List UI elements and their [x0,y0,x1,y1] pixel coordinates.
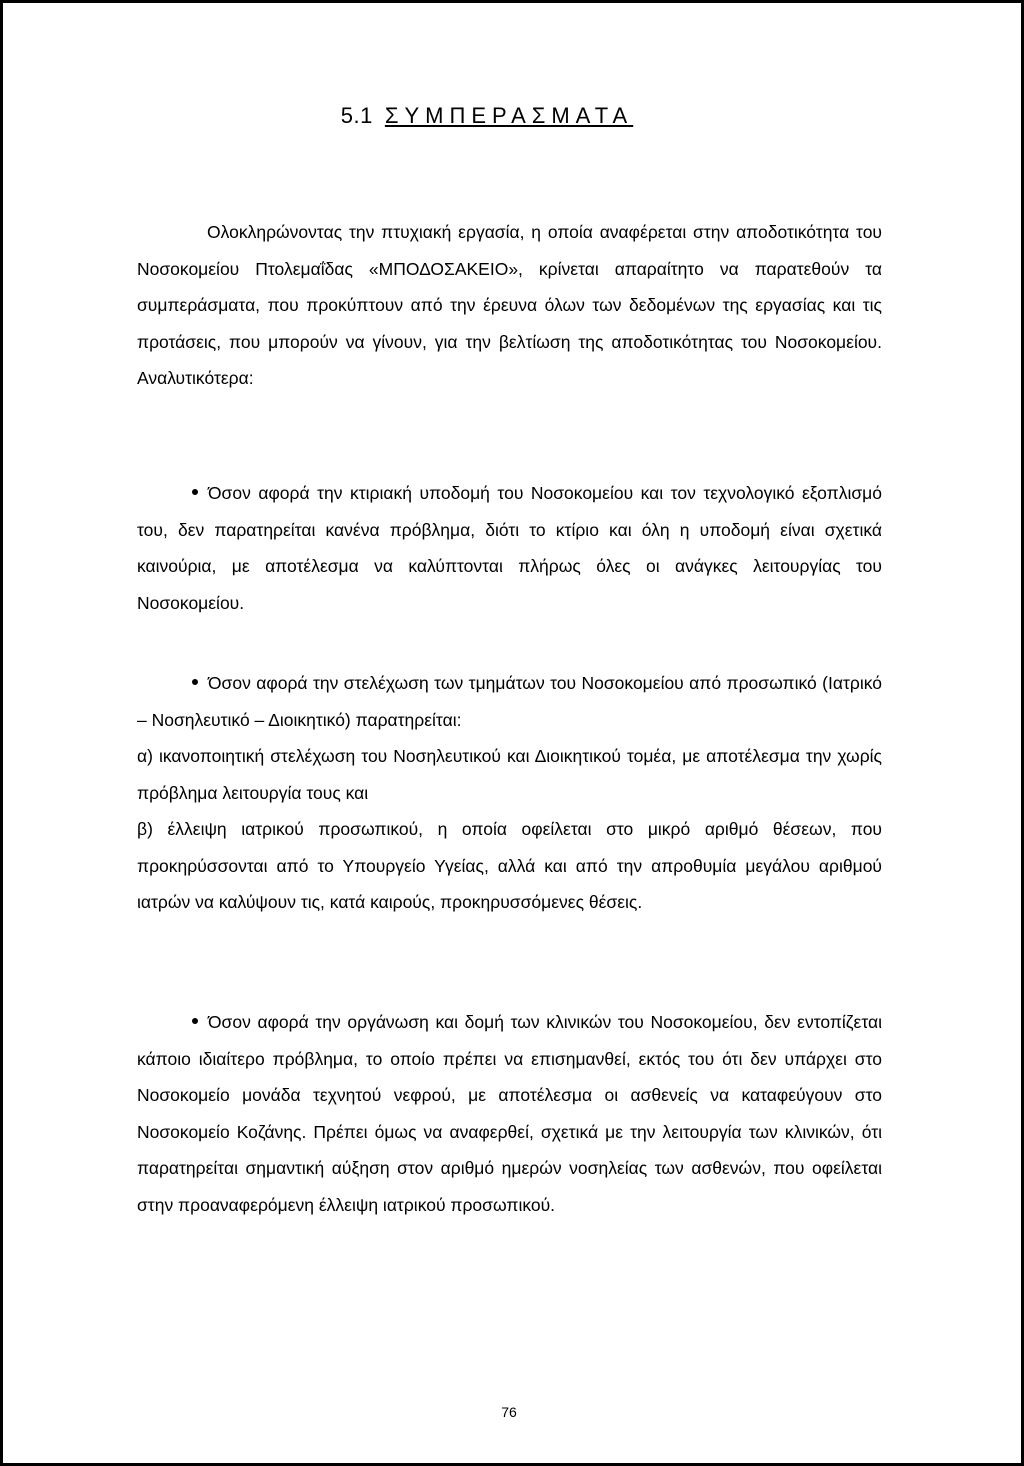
intro-paragraph: Ολοκληρώνοντας την πτυχιακή εργασία, η οποία αναφέρεται στην αποδοτικότητα του Νοσοκομείου Πτολεμαΐδας «ΜΠΟΔΟΣΑΚΕΙΟ», κρίνεται απαραίτητο να παρατεθούν τα συμπεράσματα, που προκύπτουν από την έρευνα όλων των δεδομένων της εργασίας και τις προτάσεις, που μπορούν να γίνουν, για την βελτίωση της αποδοτικότητας του Νοσοκομείου. Αναλυτικότερα: [137,222,882,388]
section-title: ΣΥΜΠΕΡΑΣΜΑΤΑ [384,103,634,128]
bullet-text: Όσον αφορά την στελέχωση των τμημάτων του Νοσοκομείου από προσωπικό (Ιατρικό – Νοσηλευτικό – Διοικητικό) παρατηρείται: [137,673,882,730]
sub-item-b: β) έλλειψη ιατρικού προσωπικού, η οποία οφείλεται στο μικρό αριθμό θέσεων, που προκηρύσσονται από το Υπουργείο Υγείας, αλλά και από την απροθυμία μεγάλου αριθμού ιατρών να καλύψουν τις, κατά καιρούς, προκηρυσσόμενες θέσεις. [137,819,882,912]
bullet-icon [192,679,198,685]
sub-item-a: α) ικανοποιητική στελέχωση του Νοσηλευτικού και Διοικητικού τομέα, με αποτέλεσμα την χωρίς πρόβλημα λειτουργία τους και [137,746,882,803]
bullet-paragraph [137,475,882,621]
bullet-staffing [137,665,882,921]
section-number: 5.1 [340,103,373,128]
section-heading [3,103,996,129]
page-number: 76 [501,1404,517,1420]
document-page [3,3,1021,1463]
bullet-text: Όσον αφορά την κτιριακή υποδομή του Νοσοκομείου και τον τεχνολογικό εξοπλισμό του, δεν παρατηρείται κανένα πρόβλημα, διότι το κτίριο και όλη η υποδομή είναι σχετικά καινούρια, με αποτέλεσμα να καλύπτονται πλήρως όλες οι ανάγκες λειτουργίας του Νοσοκομείου. [137,483,882,613]
bullet-clinics-organization [137,1004,882,1223]
bullet-icon [192,1018,198,1024]
bullet-building-infrastructure [137,475,882,621]
bullet-text: Όσον αφορά την οργάνωση και δομή των κλινικών του Νοσοκομείου, δεν εντοπίζεται κάποιο ιδιαίτερο πρόβλημα, το οποίο πρέπει να επισημανθεί, εκτός του ότι δεν υπάρχει στο Νοσοκομείο μονάδα τεχνητού νεφρού, με αποτέλεσμα οι ασθενείς να καταφεύγουν στο Νοσοκομείο Κοζάνης. Πρέπει όμως να αναφερθεί, σχετικά με την λειτουργία των κλινικών, ότι παρατηρείται σημαντική αύξηση στον αριθμό ημερών νοσηλείας των ασθενών, που οφείλεται στην προαναφερόμενη έλλειψη ιατρικού προσωπικού. [137,1012,882,1215]
bullet-icon [192,489,198,495]
bullet-paragraph [137,665,882,738]
bullet-paragraph [137,1004,882,1223]
